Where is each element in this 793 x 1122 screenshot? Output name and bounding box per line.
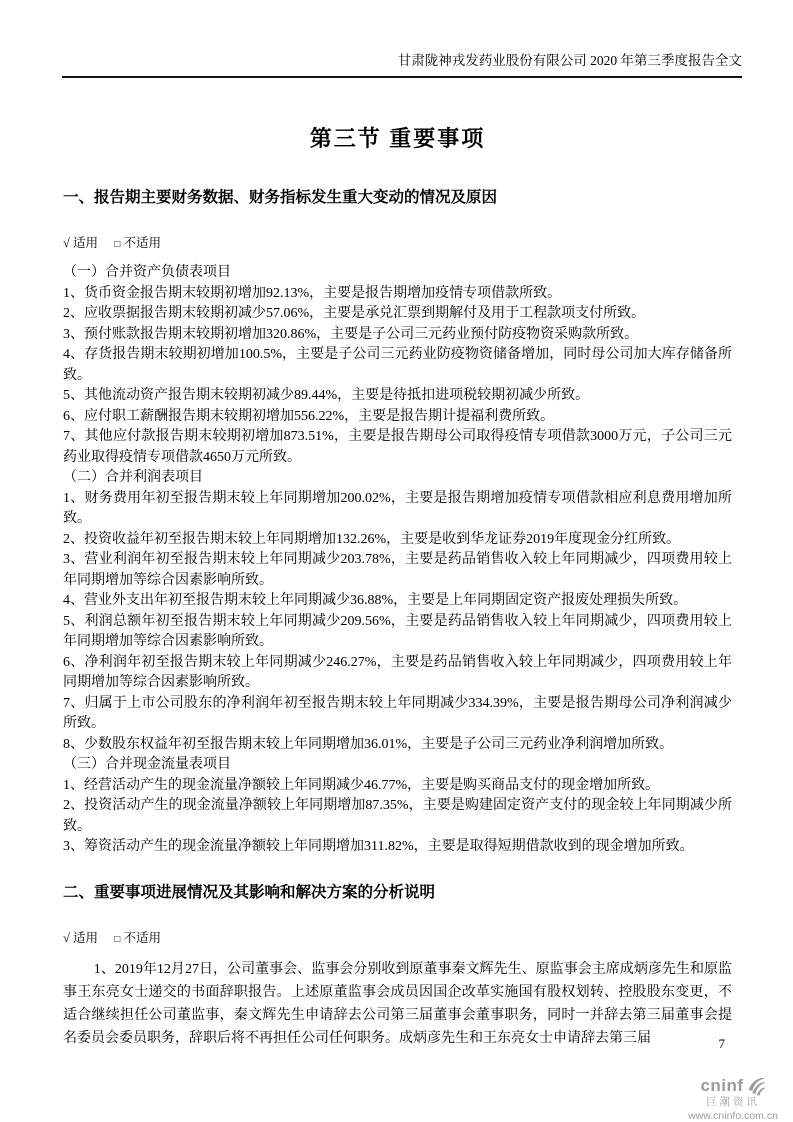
- checkbox-icon: □: [114, 239, 121, 250]
- list-item: 4、营业外支出年初至报告期末较上年同期减少36.88%，主要是上年同期固定资产报废处理损失所致。: [63, 593, 688, 608]
- applicable-label: 适用: [73, 930, 99, 945]
- check-icon: √: [63, 930, 70, 945]
- list-item: 4、存货报告期末较期初增加100.5%，主要是子公司三元药业防疫物资储备增加，同时母公司加大库存储备所致。: [63, 347, 732, 383]
- list-item: 1、货币资金报告期末较期初增加92.13%，主要是报告期增加疫情专项借款所致。: [63, 285, 562, 301]
- page-number: 7: [718, 1036, 725, 1051]
- page-header: [62, 52, 742, 78]
- income-statement-subheading: （二）合并利润表项目: [63, 470, 203, 485]
- page-title: 第三节 重要事项: [309, 126, 486, 151]
- list-item: 2、投资收益年初至报告期末较上年同期增加132.26%，主要是收到华龙证券2019年度现金分红所致。: [63, 531, 681, 547]
- list-item: 3、筹资活动产生的现金流量净额较上年同期增加311.82%，主要是取得短期借款收到的现金增加所致。: [63, 839, 694, 854]
- cninfo-brand: cninf: [700, 1075, 744, 1095]
- not-applicable-label: 不适用: [123, 930, 161, 945]
- section-one-body: [63, 263, 732, 858]
- list-item: 3、预付账款报告期末较期初增加320.86%，主要是子公司三元药业预付防疫物资采购款所致。: [63, 326, 639, 342]
- list-item: 6、净利润年初至报告期末较上年同期减少246.27%，主要是药品销售收入较上年同期减少，四项费用较上年同期增加等综合因素影响所致。: [63, 654, 732, 690]
- list-item: 2、投资活动产生的现金流量净额较上年同期增加87.35%，主要是购建固定资产支付的现金较上年同期减少所致。: [63, 798, 732, 834]
- cninfo-chinese-name: 巨潮资讯: [706, 1096, 760, 1108]
- cash-flow-subheading: （三）合并现金流量表项目: [63, 757, 231, 772]
- check-icon: √: [63, 236, 70, 250]
- list-item: 1、经营活动产生的现金流量净额较上年同期减少46.77%，主要是购买商品支付的现金增加所致。: [63, 777, 660, 793]
- checkbox-icon: □: [114, 933, 121, 945]
- page-content: [63, 112, 732, 1050]
- cninfo-swirl-icon: [746, 1076, 766, 1096]
- list-item: 6、应付职工薪酬报告期末较期初增加556.22%，主要是报告期计提福利费所致。: [63, 408, 555, 424]
- list-item: 1、财务费用年初至报告期末较上年同期增加200.02%，主要是报告期增加疫情专项借款相应利息费用增加所致。: [63, 490, 732, 526]
- cninfo-url: www.cninfo.com.cn: [688, 1109, 778, 1122]
- cninfo-logo: [677, 1076, 789, 1122]
- list-item: 7、其他应付款报告期末较期初增加873.51%，主要是报告期母公司取得疫情专项借款3000万元，子公司三元药业取得疫情专项借款4650万元所致。: [63, 429, 732, 465]
- header-title: 甘肃陇神戎发药业股份有限公司 2020 年第三季度报告全文: [397, 53, 742, 68]
- cninfo-brand-row: [677, 1076, 789, 1096]
- section-two-heading: 二、重要事项进展情况及其影响和解决方案的分析说明: [63, 883, 436, 901]
- section-one-heading: 一、报告期主要财务数据、财务指标发生重大变动的情况及原因: [63, 189, 498, 206]
- list-item: 2、应收票据报告期末较期初减少57.06%，主要是承兑汇票到期解付及用于工程款项支付所致。: [63, 306, 646, 321]
- applicable-label: 适用: [73, 236, 99, 250]
- applicability-line-two: [63, 930, 732, 948]
- list-item: 3、营业利润年初至报告期末较上年同期减少203.78%，主要是药品销售收入较上年同期减少，四项费用较上年同期增加等综合因素影响所致。: [63, 552, 732, 588]
- list-item: 8、少数股东权益年初至报告期末较上年同期增加36.01%，主要是子公司三元药业净利润增加所致。: [63, 736, 674, 752]
- list-item: 7、归属于上市公司股东的净利润年初至报告期末较上年同期减少334.39%，主要是报告期母公司净利润减少所致。: [63, 695, 732, 731]
- applicability-line-one: [63, 235, 732, 253]
- not-applicable-label: 不适用: [123, 236, 161, 250]
- section-two-paragraph: 1、2019年12月27日，公司董事会、监事会分别收到原董事秦文辉先生、原监事会主席成炳彦先生和原监事王东亮女士递交的书面辞职报告。上述原董监事会成员因国企改革实施国有股权划转、控股股东变更，不适合继续担任公司董监事，秦文辉先生申请辞去公司第三届董事会董事职务，同时一并辞去第三届董事会提名委员会委员职务，辞职后将不再担任公司任何职务。成炳彦先生和王东亮女士申请辞去第三届: [63, 961, 732, 1046]
- list-item: 5、利润总额年初至报告期末较上年同期减少209.56%，主要是药品销售收入较上年同期减少，四项费用较上年同期增加等综合因素影响所致。: [63, 613, 732, 649]
- balance-sheet-subheading: （一）合并资产负债表项目: [63, 265, 231, 280]
- list-item: 5、其他流动资产报告期末较期初减少89.44%，主要是待抵扣进项税较期初减少所致。: [63, 388, 590, 403]
